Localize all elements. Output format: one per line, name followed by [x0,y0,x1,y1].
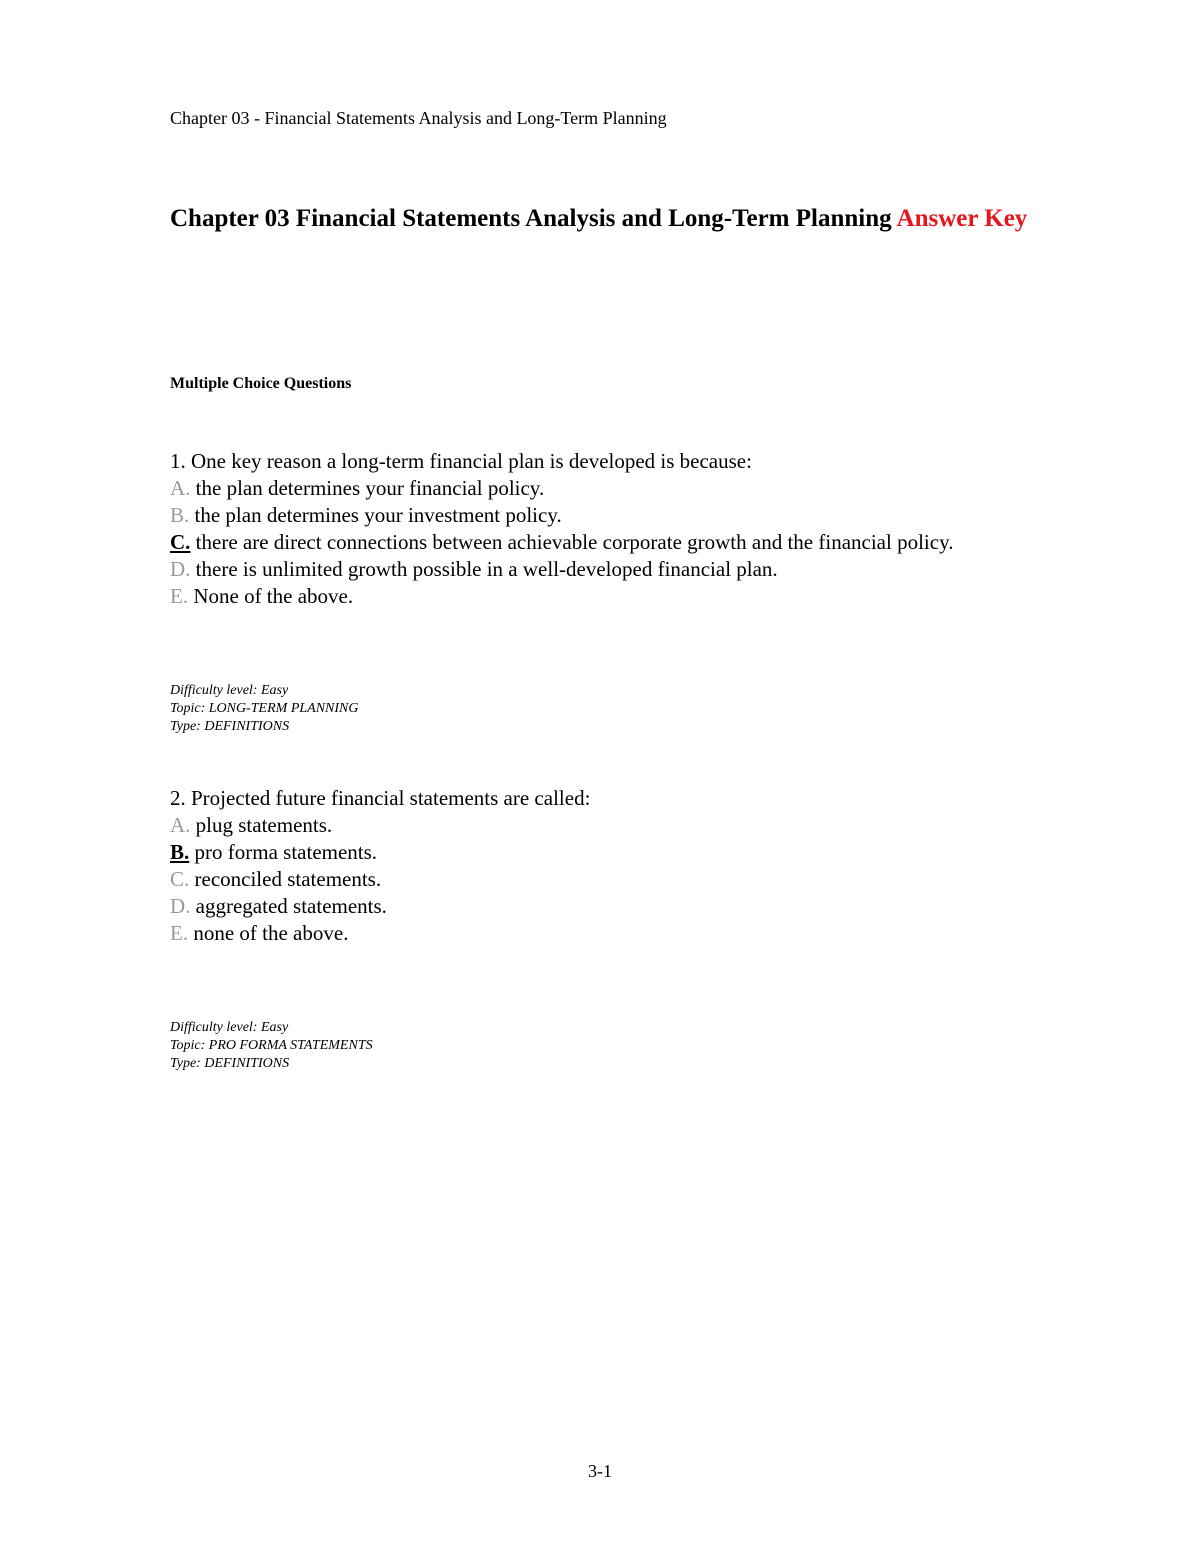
question-type: Type: DEFINITIONS [170,719,290,734]
option-a [170,812,590,839]
option-letter: D. [170,894,191,918]
option-text: aggregated statements. [190,894,387,918]
option-letter: B. [170,503,190,527]
page-title [170,203,1030,235]
title-main: Chapter 03 Financial Statements Analysis and Long-Term Planning [170,205,892,232]
question-type: Type: DEFINITIONS [170,1056,290,1071]
question-1 [170,448,953,610]
option-letter: C. [170,867,190,891]
option-e [170,583,953,610]
option-b-correct [170,839,590,866]
option-c [170,866,590,893]
question-2 [170,785,590,947]
question-stem: 2. Projected future financial statements are called: [170,786,591,810]
title-accent: Answer Key [896,205,1028,232]
option-letter: E. [170,584,189,608]
option-letter: A. [170,813,191,837]
option-text: there is unlimited growth possible in a well-developed financial plan. [190,557,778,581]
option-letter: B. [170,840,190,864]
option-d [170,556,953,583]
option-text: plug statements. [190,813,333,837]
topic: Topic: LONG-TERM PLANNING [170,701,359,716]
question-stem: 1. One key reason a long-term financial plan is developed is because: [170,449,752,473]
difficulty-level: Difficulty level: Easy [170,683,289,698]
option-text: the plan determines your investment policy. [189,503,562,527]
option-text: None of the above. [188,584,354,608]
page-number: 3-1 [588,1461,612,1481]
option-letter: E. [170,921,189,945]
section-heading: Multiple Choice Questions [170,375,352,392]
option-text: there are direct connections between achievable corporate growth and the financial policy. [190,530,954,554]
option-d [170,893,590,920]
question-2-meta [170,1019,373,1073]
topic: Topic: PRO FORMA STATEMENTS [170,1038,373,1053]
running-header: Chapter 03 - Financial Statements Analysis and Long-Term Planning [170,108,667,128]
option-letter: D. [170,557,191,581]
difficulty-level: Difficulty level: Easy [170,1020,289,1035]
option-e [170,920,590,947]
question-1-meta [170,682,359,736]
option-text: pro forma statements. [189,840,378,864]
option-a [170,475,953,502]
option-c-correct [170,529,953,556]
option-text: reconciled statements. [189,867,382,891]
option-b [170,502,953,529]
option-letter: A. [170,476,191,500]
option-text: the plan determines your financial policy. [190,476,545,500]
option-text: none of the above. [188,921,349,945]
option-letter: C. [170,530,191,554]
